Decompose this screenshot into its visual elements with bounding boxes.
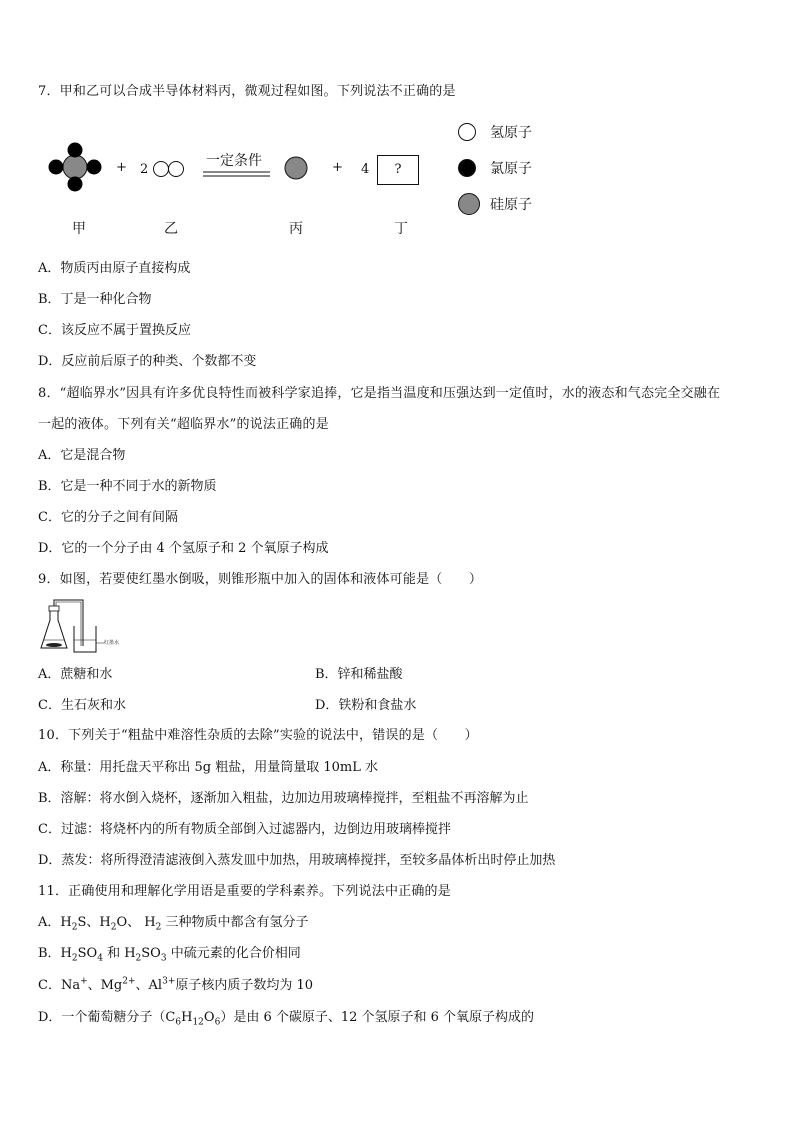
q11b-text-1: B．H xyxy=(38,946,72,961)
q11d-sub-2: 12 xyxy=(192,1017,204,1028)
q11c-sup-2: 2+ xyxy=(122,976,136,987)
q9-option-c: C．生石灰和水 xyxy=(38,698,126,713)
q11d-text-4: ）是由 6 个碳原子、12 个氢原子和 6 个氧原子构成的 xyxy=(220,1010,535,1025)
q8-option-d: D．它的一个分子由 4 个氢原子和 2 个氧原子构成 xyxy=(38,541,329,556)
unknown-product-box: ? xyxy=(377,155,419,185)
q8-stem-line1: 8．“超临界水”因具有许多优良特性而被科学家追捧，它是指当温度和压强达到一定值时，水的液态和气态完全交融在 xyxy=(38,386,721,401)
q11-option-b xyxy=(38,946,301,962)
q11b-sub-4: 3 xyxy=(160,953,167,964)
q10-option-d: D．蒸发：将所得澄清滤液倒入蒸发皿中加热，用玻璃棒搅拌，至较多晶体析出时停止加热 xyxy=(38,853,556,868)
q11a-sub-1: 2 xyxy=(71,922,78,933)
q11a-text-1: A．H xyxy=(38,915,72,930)
q11b-sub-3: 2 xyxy=(135,953,142,964)
q11d-sub-1: 6 xyxy=(175,1017,182,1028)
q11b-text-4: SO xyxy=(141,946,161,961)
molecule-bing-icon xyxy=(285,157,307,179)
legend-chlorine-label: 氯原子 xyxy=(490,161,532,177)
q7-reaction-diagram xyxy=(40,120,460,245)
chlorine-atom-icon xyxy=(458,159,476,177)
q9-option-a: A．蔗糖和水 xyxy=(38,667,113,682)
q7-stem: 7．甲和乙可以合成半导体材料丙，微观过程如图。下列说法不正确的是 xyxy=(38,84,456,99)
plus-sign-1: + xyxy=(116,160,127,175)
q8-stem-line2: 一起的液体。下列有关“超临界水”的说法正确的是 xyxy=(38,417,329,432)
coefficient-4: 4 xyxy=(361,162,370,177)
legend-silicon-label: 硅原子 xyxy=(490,197,532,213)
plus-sign-2: + xyxy=(332,160,343,175)
label-jia: 甲 xyxy=(72,221,86,237)
q11-option-a xyxy=(38,915,308,931)
q11a-sub-3: 2 xyxy=(155,922,162,933)
q11b-text-2: SO xyxy=(77,946,98,961)
q11a-text-2: S、H xyxy=(77,915,111,930)
q11-option-c xyxy=(38,978,313,994)
q11-option-d xyxy=(38,1010,534,1026)
q8-option-a: A．它是混合物 xyxy=(38,448,126,463)
q11a-text-3: O、 H xyxy=(116,915,156,930)
q9-stem: 9．如图，若要使红墨水倒吸，则锥形瓶中加入的固体和液体可能是（ ） xyxy=(38,572,483,587)
q7-option-d: D．反应前后原子的种类、个数都不变 xyxy=(38,354,257,369)
q9-apparatus-figure xyxy=(38,596,138,658)
reaction-condition: 一定条件 xyxy=(206,153,262,169)
q8-option-b: B．它是一种不同于水的新物质 xyxy=(38,479,217,494)
q10-stem: 10．下列关于“粗盐中难溶性杂质的去除”实验的说法中，错误的是（ ） xyxy=(38,728,478,743)
q7-option-b: B．丁是一种化合物 xyxy=(38,292,152,307)
q11b-sub-2: 4 xyxy=(97,953,103,964)
q11b-sub-1: 2 xyxy=(71,953,78,964)
q11c-sup-3: 3+ xyxy=(162,976,176,987)
q11d-text-2: H xyxy=(181,1010,193,1025)
q11d-sub-3: 6 xyxy=(214,1017,221,1028)
q10-option-b: B．溶解：将水倒入烧杯，逐渐加入粗盐，边加边用玻璃棒搅拌，至粗盐不再溶解为止 xyxy=(38,791,529,806)
q7-option-a: A．物质丙由原子直接构成 xyxy=(38,261,191,276)
q11-stem: 11．正确使用和理解化学用语是重要的学科素养。下列说法中正确的是 xyxy=(38,884,451,899)
q11c-text-4: 原子核内质子数均为 10 xyxy=(175,978,314,993)
flask-apparatus-icon xyxy=(38,596,138,658)
q11b-text-5: 中硫元素的化合价相同 xyxy=(166,946,301,961)
red-ink-label: 红墨水 xyxy=(104,640,120,646)
label-yi: 乙 xyxy=(164,221,178,237)
coefficient-2: 2 xyxy=(140,162,149,177)
q11c-text-2: 、Mg xyxy=(87,978,123,993)
q11d-text-3: O xyxy=(203,1010,215,1025)
molecule-yi-icon xyxy=(154,162,184,177)
q11c-text-1: C．Na xyxy=(38,978,81,993)
q11b-text-3: 和 H xyxy=(102,946,136,961)
q11c-sup-1: + xyxy=(80,976,88,987)
q7-option-c: C．该反应不属于置换反应 xyxy=(38,323,191,338)
label-bing: 丙 xyxy=(289,221,303,237)
q9-option-d: D．铁粉和食盐水 xyxy=(315,698,417,713)
silicon-atom-icon xyxy=(458,193,480,215)
hydrogen-atom-icon xyxy=(458,123,476,141)
q11c-text-3: 、Al xyxy=(135,978,163,993)
q10-option-a: A．称量：用托盘天平称出 5g 粗盐，用量筒量取 10mL 水 xyxy=(38,760,379,775)
q8-option-c: C．它的分子之间有间隔 xyxy=(38,510,178,525)
molecule-jia-icon xyxy=(49,143,102,192)
q9-option-b: B．锌和稀盐酸 xyxy=(315,667,403,682)
q10-option-c: C．过滤：将烧杯内的所有物质全部倒入过滤器内，边倒边用玻璃棒搅拌 xyxy=(38,822,451,837)
q11d-text-1: D．一个葡萄糖分子（C xyxy=(38,1010,176,1025)
legend-hydrogen-label: 氢原子 xyxy=(490,125,532,141)
q11a-sub-2: 2 xyxy=(110,922,117,933)
q11a-text-4: 三种物质中都含有氢分子 xyxy=(161,915,309,930)
label-ding: 丁 xyxy=(394,221,408,237)
